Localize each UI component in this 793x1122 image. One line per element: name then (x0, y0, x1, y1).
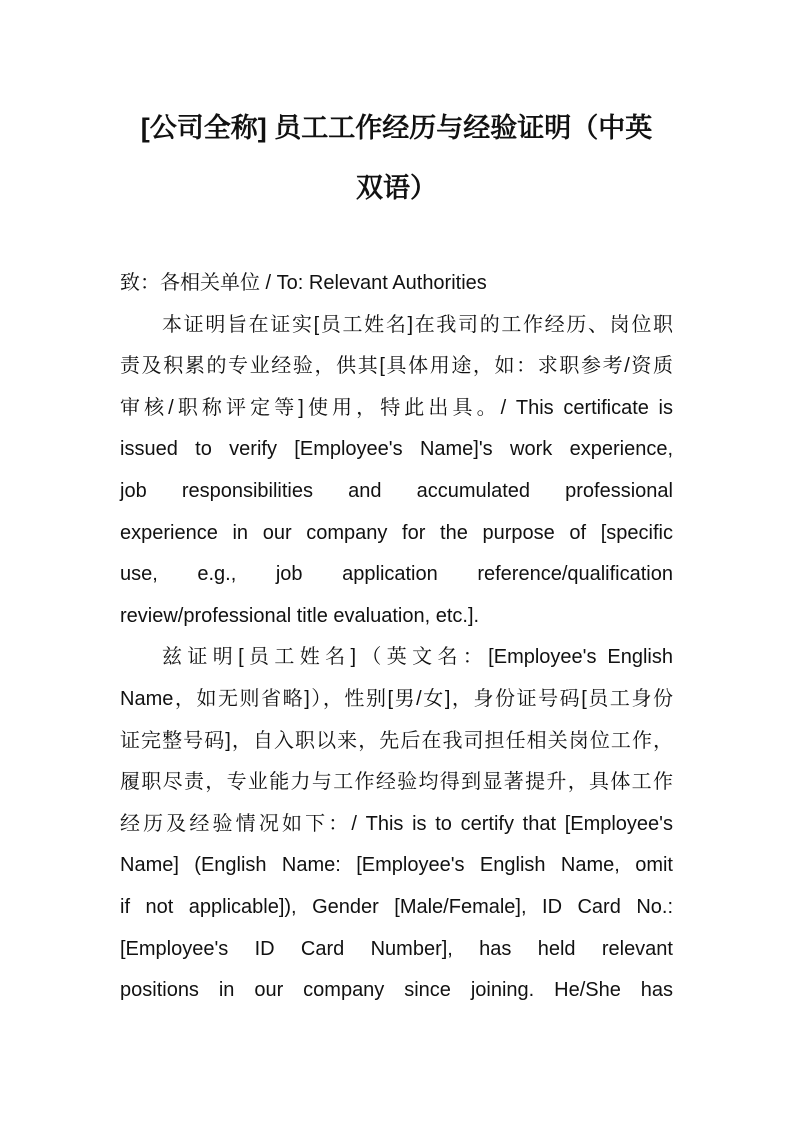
paragraph-line: Name] (English Name: [Employee's English Name, omit (120, 854, 673, 877)
paragraph-line: review/professional title evaluation, etc.]. (120, 604, 480, 627)
paragraph-line: use, e.g., job application reference/qualification (120, 563, 673, 586)
paragraph (120, 305, 673, 638)
paragraph-line: 证完整号码]，自入职以来，先后在我司担任相关岗位工作， (120, 729, 673, 752)
paragraph (120, 637, 673, 1011)
paragraph-line: 审核/职称评定等]使用，特此出具。/ This certificate is (120, 396, 673, 419)
paragraph-line: 履职尽责，专业能力与工作经验均得到显著提升，具体工作 (120, 771, 673, 794)
paragraph-line: issued to verify [Employee's Name]'s work experience, (120, 438, 673, 461)
document-body (120, 263, 673, 1012)
title-line: [公司全称] 员工工作经历与经验证明（中英 (140, 113, 653, 143)
paragraph-line: 责及积累的专业经验，供其[具体用途，如：求职参考/资质 (120, 355, 673, 378)
paragraph-line: positions in our company since joining. He/She has (120, 979, 673, 1002)
paragraph-line: experience in our company for the purpose of [specific (120, 521, 673, 544)
title-line: 双语） (356, 173, 437, 203)
paragraph-line: 本证明旨在证实[员工姓名]在我司的工作经历、岗位职 (162, 313, 673, 336)
paragraph-line: 经历及经验情况如下：/ This is to certify that [Employee's (120, 812, 673, 835)
paragraph-line: 兹证明[员工姓名]（英文名：[Employee's English (162, 646, 673, 669)
paragraph-line: Name，如无则省略]），性别[男/女]，身份证号码[员工身份 (120, 687, 673, 710)
paragraph-line: if not applicable]), Gender [Male/Female], ID Card No.: (120, 895, 673, 918)
salutation: 致：各相关单位 / To: Relevant Authorities (120, 272, 487, 294)
paragraph-line: [Employee's ID Card Number], has held relevant (120, 937, 673, 960)
paragraph-line: job responsibilities and accumulated professional (120, 479, 673, 502)
document-title (120, 98, 673, 218)
